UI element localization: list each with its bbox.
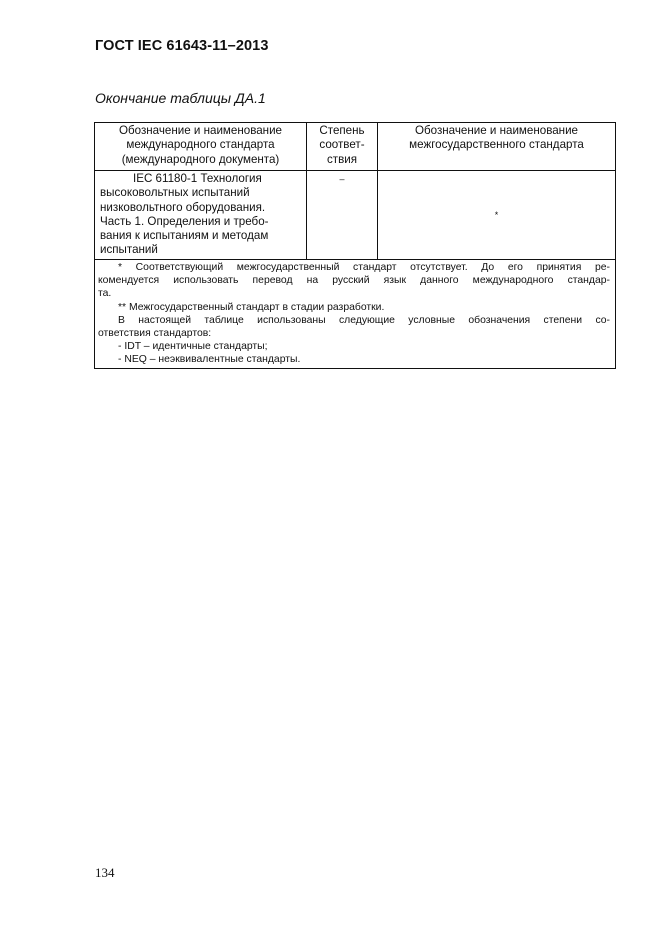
table-row <box>95 171 616 260</box>
column-header-degree: Степень соответ- ствия <box>307 123 378 171</box>
legend-intro: В настоящей таблице использованы следующие условные обозначения степени со- <box>118 314 610 326</box>
correspondence-table <box>94 122 616 369</box>
note-missing-standard: * Соответствующий межгосударственный стандарт отсутствует. До его принятия ре- <box>118 262 610 273</box>
table-notes: * Соответствующий межгосударственный стандарт отсутствует. До его принятия ре- комендуется использовать перевод на русский язык данного международного стандар- та. ** Межгосударственный стандарт в стадии разработки. В настоящей таблице использованы следующие условные обозначения степени со- ответствия стандартов: - IDT – идентичные стандарты; - NEQ – неэквивалентные стандарты. <box>95 260 616 369</box>
column-header-interstate: Обозначение и наименование межгосударственного стандарта <box>378 123 616 171</box>
document-header: ГОСТ IEC 61643-11–2013 <box>95 38 269 54</box>
column-header-international: Обозначение и наименование международного стандарта (международного документа) <box>95 123 307 171</box>
table-header-row <box>95 123 616 171</box>
page-number: 134 <box>95 865 115 880</box>
legend-neq: - NEQ – неэквивалентные стандарты. <box>118 354 301 366</box>
degree-of-correspondence-cell: – <box>307 171 378 260</box>
table-notes-row <box>95 260 616 369</box>
interstate-standard-cell: * <box>378 171 616 260</box>
international-standard-cell: IEC 61180-1 Технология высоковольтных испытаний низковольтного оборудования. Часть 1. Определения и требо- вания к испытаниям и методам испытаний <box>95 171 307 260</box>
legend-idt: - IDT – идентичные стандарты; <box>118 341 268 353</box>
note-in-development: ** Межгосударственный стандарт в стадии разработки. <box>118 301 385 313</box>
table-caption: Окончание таблицы ДА.1 <box>95 90 266 106</box>
